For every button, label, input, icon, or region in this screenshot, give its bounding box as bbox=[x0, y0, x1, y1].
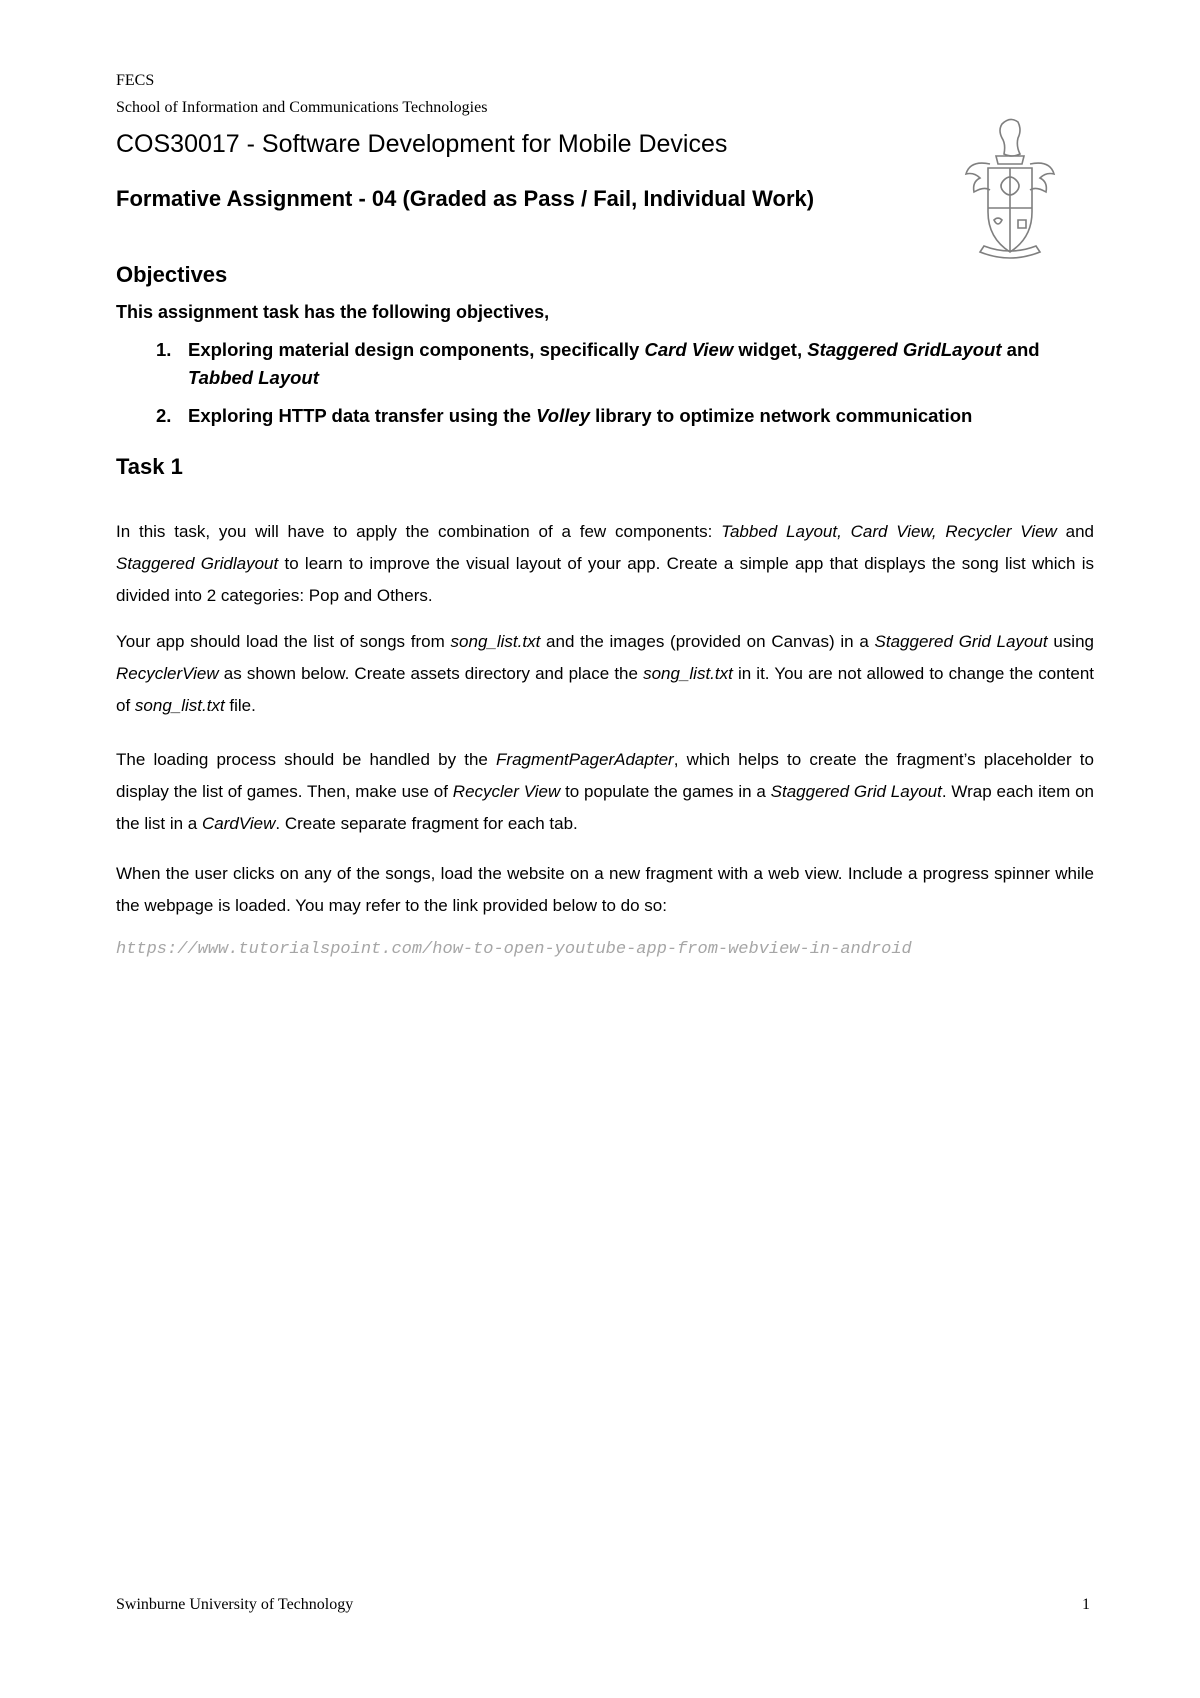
task-heading: Task 1 bbox=[116, 454, 183, 479]
task-paragraph-2: Your app should load the list of songs from song_list.txt and the images (provided on Canvas) in a Staggered Grid Layout using RecyclerView as shown below. Create assets directory and place the song_list.txt in it. You are not allowed to change the content of song_list.txt file. bbox=[116, 632, 1095, 715]
objective-text: widget, bbox=[733, 339, 808, 360]
list-number: 2. bbox=[156, 405, 172, 426]
objectives-list bbox=[116, 336, 1106, 440]
list-item bbox=[116, 336, 1106, 392]
task-paragraph-3: The loading process should be handled by the FragmentPagerAdapter, which helps to create the fragment’s placeholder to display the list of games. Then, make use of Recycler View to populate the games in a Staggered Grid Layout. Wrap each item on the list in a CardView. Create separate fragment for each tab. bbox=[116, 750, 1094, 833]
objective-term: Volley bbox=[536, 405, 590, 426]
objective-text: Exploring HTTP data transfer using the bbox=[188, 405, 537, 426]
objective-text: Exploring material design components, specifically bbox=[188, 339, 645, 360]
list-number: 1. bbox=[156, 339, 172, 360]
footer-university: Swinburne University of Technology bbox=[116, 1596, 354, 1613]
objective-text: and bbox=[1001, 339, 1040, 360]
task-paragraph-4: When the user clicks on any of the songs, load the website on a new fragment with a web view. Include a progress spinner while the webpage is loaded. You may refer to the link provided below to do so: bbox=[116, 864, 1094, 915]
school-label: School of Information and Communications Technologies bbox=[116, 99, 488, 116]
objectives-intro: This assignment task has the following objectives, bbox=[116, 302, 550, 322]
assignment-title: Formative Assignment - 04 (Graded as Pass / Fail, Individual Work) bbox=[116, 186, 815, 211]
task-paragraph-1: In this task, you will have to apply the combination of a few components: Tabbed Layout, Card View, Recycler View and Staggered Gridlayout to learn to improve the visual layout of your app. Create a simple app that displays the song list which is divided into 2 categories: Pop and Others. bbox=[116, 522, 1095, 605]
objective-text: library to optimize network communication bbox=[589, 405, 973, 426]
objective-term: Card View bbox=[644, 339, 734, 360]
list-item bbox=[116, 402, 1106, 430]
objective-term: Staggered GridLayout bbox=[807, 339, 1002, 360]
university-crest-icon bbox=[960, 116, 1060, 264]
faculty-label: FECS bbox=[116, 72, 155, 89]
objectives-heading: Objectives bbox=[116, 262, 228, 287]
reference-link[interactable]: https://www.tutorialspoint.com/how-to-open-youtube-app-from-webview-in-android bbox=[116, 940, 912, 959]
page-number: 1 bbox=[1082, 1596, 1090, 1613]
course-title: COS30017 - Software Development for Mobile Devices bbox=[116, 130, 728, 158]
objective-term: Tabbed Layout bbox=[188, 367, 319, 388]
